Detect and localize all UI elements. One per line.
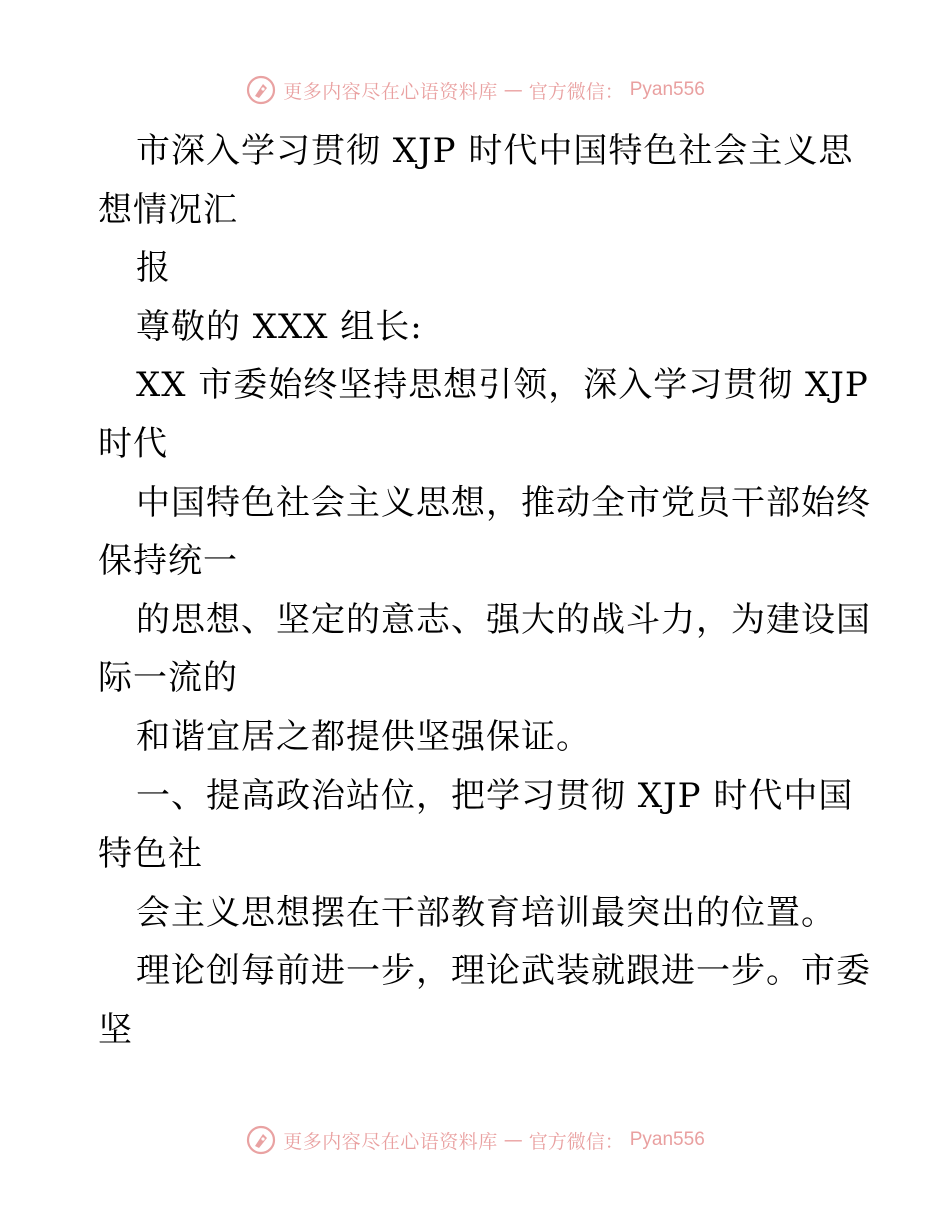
- pen-nib-logo-icon: [245, 1124, 277, 1156]
- watermark-dash: —: [503, 79, 523, 101]
- header-watermark: [0, 70, 950, 110]
- text-line: 想情况汇: [98, 189, 238, 230]
- watermark-wechat-label: 官方微信：: [528, 1130, 624, 1153]
- watermark-wechat-id: Pyan556: [629, 79, 705, 100]
- text-line: 时代: [98, 423, 168, 464]
- pen-nib-logo-icon: [245, 74, 277, 106]
- text-line: 特色社: [98, 834, 203, 875]
- text-line: XX 市委始终坚持思想引领，深入学习贯彻 XJP: [136, 365, 869, 406]
- text-line: 报: [136, 248, 171, 289]
- watermark-text: 更多内容尽在心语资料库: [283, 80, 498, 103]
- text-line: 理论创每前进一步，理论武装就跟进一步。市委: [136, 951, 871, 992]
- text-line: 保持统一: [98, 541, 238, 582]
- text-line: 会主义思想摆在干部教育培训最突出的位置。: [136, 892, 836, 933]
- watermark-dash: —: [503, 1129, 523, 1151]
- text-line: 的思想、坚定的意志、强大的战斗力，为建设国: [136, 599, 871, 640]
- text-line: 坚: [98, 1009, 133, 1050]
- watermark-wechat-id: Pyan556: [629, 1129, 705, 1150]
- document-body: [98, 122, 871, 1060]
- text-line: 中国特色社会主义思想，推动全市党员干部始终: [136, 482, 871, 523]
- watermark-wechat-label: 官方微信：: [528, 80, 624, 103]
- text-line: 一、提高政治站位，把学习贯彻 XJP 时代中国: [136, 775, 854, 816]
- footer-watermark: [0, 1120, 950, 1160]
- text-line: 际一流的: [98, 658, 238, 699]
- watermark-text: 更多内容尽在心语资料库: [283, 1130, 498, 1153]
- text-line: 和谐宜居之都提供坚强保证。: [136, 716, 591, 757]
- text-line: 市深入学习贯彻 XJP 时代中国特色社会主义思: [136, 131, 854, 171]
- text-line: 尊敬的 XXX 组长:: [136, 306, 423, 347]
